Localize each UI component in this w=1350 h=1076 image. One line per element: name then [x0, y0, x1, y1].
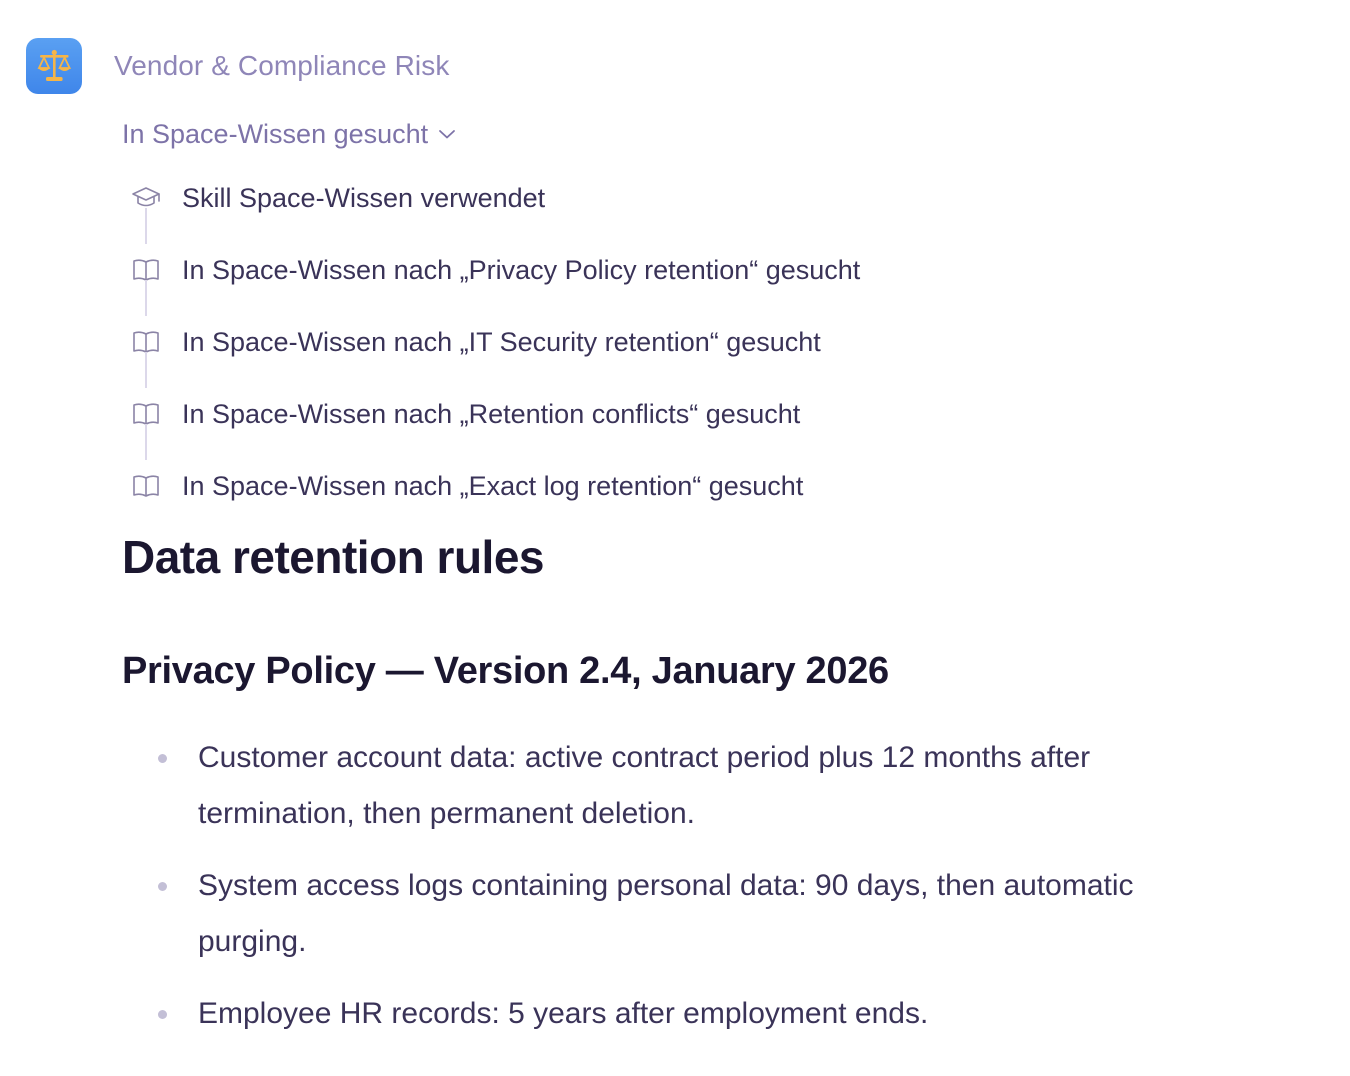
space-name[interactable]: Vendor & Compliance Risk — [114, 50, 450, 81]
bullet-dot — [158, 882, 167, 891]
chevron-down-icon — [438, 128, 456, 140]
book-icon — [122, 458, 170, 514]
list-item — [122, 986, 1242, 1042]
document-title: Data retention rules — [122, 531, 544, 583]
list-item — [122, 730, 1242, 842]
activity-step — [122, 162, 1222, 234]
activity-step-label: In Space-Wissen nach „Privacy Policy retention“ gesucht — [182, 254, 861, 285]
activity-step-label: Skill Space-Wissen verwendet — [182, 182, 546, 213]
activity-step — [122, 234, 1222, 306]
activity-toggle-label: In Space-Wissen gesucht — [122, 118, 429, 149]
activity-toggle[interactable] — [122, 114, 456, 154]
activity-step-label: In Space-Wissen nach „Exact log retention“ gesucht — [182, 470, 804, 501]
activity-step-label: In Space-Wissen nach „Retention conflicts“ gesucht — [182, 398, 801, 429]
activity-step — [122, 306, 1222, 378]
retention-list — [122, 730, 1242, 1058]
list-item-text: Employee HR records: 5 years after employment ends. — [198, 997, 929, 1030]
activity-step-label: In Space-Wissen nach „IT Security retention“ gesucht — [182, 326, 821, 357]
space-header — [26, 38, 449, 94]
bullet-dot — [158, 754, 167, 763]
section-title: Privacy Policy — Version 2.4, January 2026 — [122, 650, 889, 692]
list-item — [122, 858, 1242, 970]
activity-step — [122, 450, 1222, 522]
activity-steps — [122, 162, 1222, 522]
list-item-text: System access logs containing personal data: 90 days, then automatic purging. — [198, 869, 1134, 958]
bullet-dot — [158, 1010, 167, 1019]
list-item-text: Customer account data: active contract period plus 12 months after termination, then permanent deletion. — [198, 741, 1091, 830]
scales-icon — [26, 38, 82, 94]
activity-step — [122, 378, 1222, 450]
